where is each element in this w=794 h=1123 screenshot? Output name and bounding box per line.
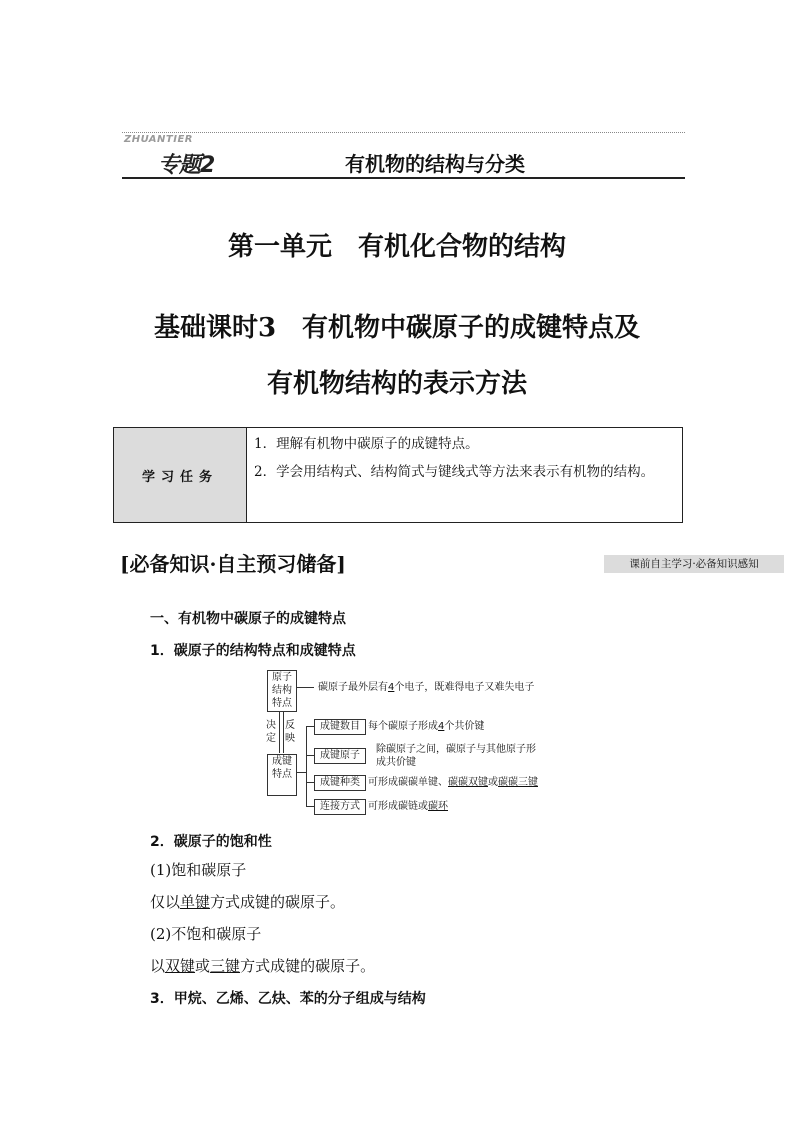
underlined-text: 三键 [210, 957, 241, 975]
lesson-title-line1: 基础课时3 有机物中碳原子的成键特点及 [153, 313, 641, 343]
text: 方式成键的碳原子。 [210, 893, 346, 911]
bonding-feature-box [267, 754, 297, 796]
header-dotted-rule [122, 132, 685, 133]
bond-type-box: 成键种类 [314, 775, 366, 791]
connector [306, 726, 314, 727]
unsaturated-carbon-text [150, 955, 375, 976]
text: 仅以 [150, 893, 181, 911]
part3-heading: 3．甲烷、乙烯、乙炔、苯的分子组成与结构 [150, 991, 426, 1007]
unsaturated-carbon-title: (2)不饱和碳原子 [150, 925, 262, 943]
atomic-structure-desc [318, 681, 534, 694]
decide-label: 决定 [266, 720, 276, 744]
desc-text: 可形成碳碳单键、 [368, 777, 448, 788]
bond-atom-desc [376, 743, 536, 769]
connector [306, 806, 314, 807]
desc-text: 可形成碳链或 [368, 801, 428, 812]
task-label: 学习任务 [114, 428, 247, 522]
part2-heading: 2．碳原子的饱和性 [150, 834, 272, 850]
desc-underlined: 碳碳三键 [498, 777, 538, 788]
connection-mode-box: 连接方式 [314, 799, 366, 815]
lesson-title-line2: 有机物结构的表示方法 [266, 369, 527, 399]
brand-en: ZHUANTIER [124, 134, 193, 145]
bond-count-box: 成键数目 [314, 719, 366, 735]
desc-underlined: 4 [438, 721, 445, 732]
desc-line: 除碳原子之间，碳原子与其他原子形 [376, 744, 536, 755]
desc-text: 个电子，既难得电子又难失电子 [394, 682, 535, 693]
connector [306, 755, 314, 756]
arrow-down [279, 711, 280, 753]
brand-zh: 专题2 [158, 153, 215, 178]
section-tag: 课前自主学习·必备知识感知 [604, 555, 784, 573]
atomic-structure-box [267, 670, 297, 712]
bonding-feature-box-label: 成键特点 [272, 756, 292, 780]
task-item-2: 2．学会用结构式、结构简式与键线式等方法来表示有机物的结构。 [254, 464, 655, 480]
text: 方式成键的碳原子。 [240, 957, 376, 975]
task-items [254, 430, 678, 486]
connector [296, 772, 306, 773]
connector [306, 782, 314, 783]
unit-title: 第一单元 有机化合物的结构 [227, 232, 566, 262]
desc-line: 成共价键 [376, 757, 416, 768]
text: 以 [150, 957, 166, 975]
saturated-carbon-title: (1)饱和碳原子 [150, 861, 247, 879]
header-title: 有机物的结构与分类 [345, 152, 525, 176]
atomic-structure-box-label: 原子结构特点 [272, 672, 292, 709]
learning-task-table [113, 427, 683, 523]
desc-text: 或 [488, 777, 498, 788]
underlined-text: 双键 [165, 957, 196, 975]
part1-sub1: 1．碳原子的结构特点和成键特点 [150, 643, 356, 659]
underlined-text: 单键 [180, 893, 211, 911]
desc-text: 每个碳原子形成 [368, 721, 438, 732]
lesson-title [0, 300, 794, 412]
header-rule [122, 177, 685, 179]
desc-underlined: 4 [388, 682, 395, 693]
text: 或 [195, 957, 211, 975]
part1-heading: 一、有机物中碳原子的成键特点 [150, 611, 346, 627]
connector [296, 687, 314, 688]
arrow-up [283, 711, 284, 753]
desc-text: 个共价键 [444, 721, 485, 732]
desc-underlined: 碳碳双键 [448, 777, 488, 788]
reflect-label: 反映 [285, 720, 295, 744]
task-item-1: 1．理解有机物中碳原子的成键特点。 [254, 436, 479, 452]
bracket-line [306, 726, 307, 806]
desc-text: 碳原子最外层有 [318, 682, 388, 693]
connection-mode-desc [368, 800, 448, 813]
desc-underlined: 碳环 [428, 801, 448, 812]
saturated-carbon-text [150, 891, 345, 912]
bond-count-desc [368, 720, 484, 733]
bond-type-desc [368, 776, 538, 789]
section-heading: [必备知识·自主预习储备] [120, 552, 346, 576]
bond-atom-box: 成键原子 [314, 748, 366, 764]
